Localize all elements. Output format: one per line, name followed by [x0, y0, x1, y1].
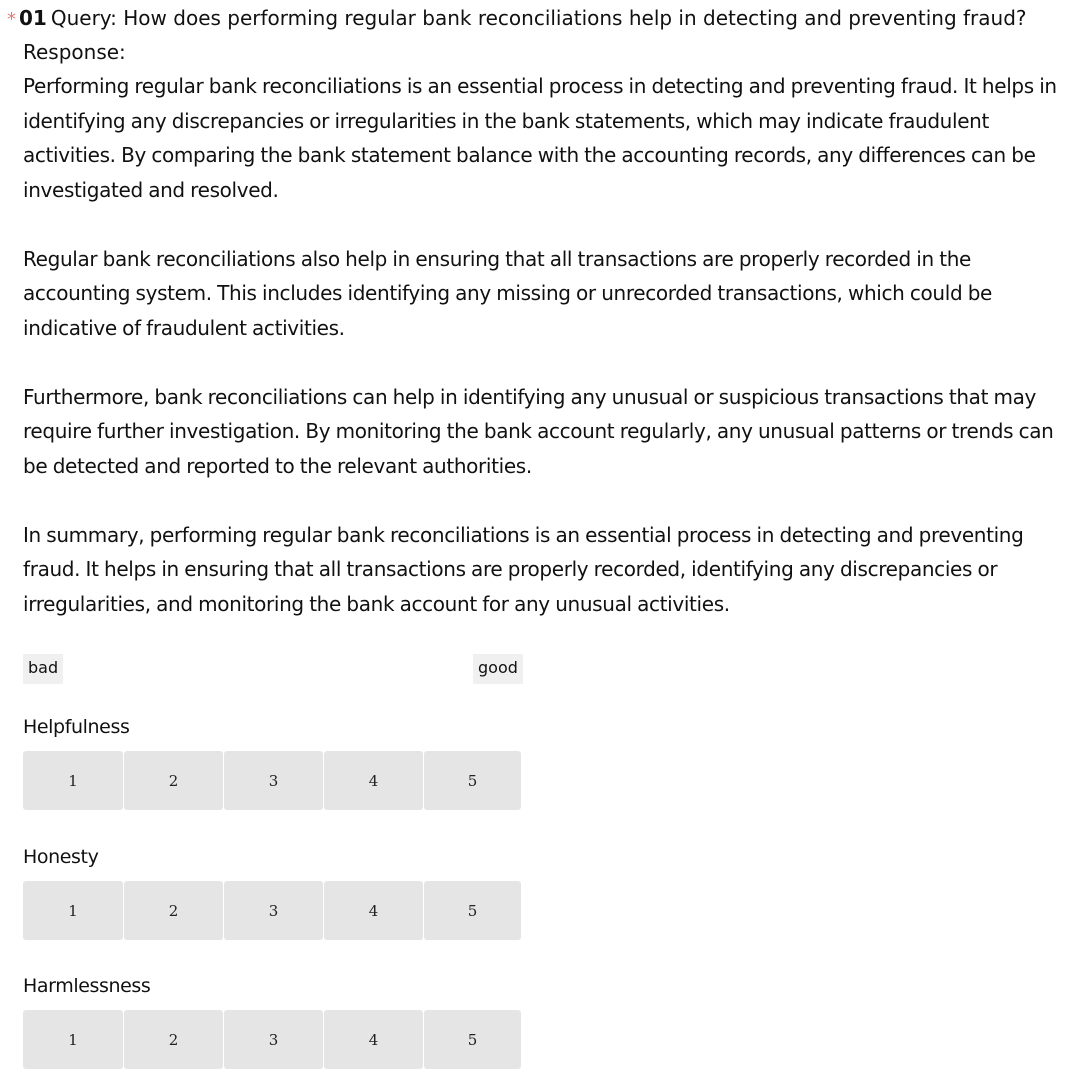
honesty-option-1[interactable]: 1 — [23, 881, 123, 940]
scale-low-label: bad — [23, 654, 63, 684]
rating-honesty — [23, 844, 521, 940]
question-header — [7, 4, 1027, 34]
helpfulness-option-2[interactable]: 2 — [124, 751, 223, 810]
rating-title: Helpfulness — [23, 716, 130, 738]
scale-high-label: good — [473, 654, 523, 684]
helpfulness-option-3[interactable]: 3 — [224, 751, 323, 810]
harmlessness-option-2[interactable]: 2 — [124, 1010, 223, 1069]
required-marker: * — [7, 9, 16, 30]
harmlessness-option-1[interactable]: 1 — [23, 1010, 123, 1069]
response-paragraph: Performing regular bank reconciliations is an essential process in detecting and preventing fraud. It helps in identifying any discrepancies or irregularities in the bank statements, which may indicate fraudulent activities. By comparing the bank statement balance with the accounting records, any differences can be investigated and resolved. — [23, 74, 1057, 202]
rating-title: Harmlessness — [23, 975, 151, 997]
response-paragraph: Furthermore, bank reconciliations can help in identifying any unusual or suspicious transactions that may require further investigation. By monitoring the bank account regularly, any unusual patterns or trends can be detected and reported to the relevant authorities. — [23, 384, 1054, 478]
question-number: 01 — [19, 6, 47, 30]
harmlessness-option-4[interactable]: 4 — [324, 1010, 423, 1069]
helpfulness-option-1[interactable]: 1 — [23, 751, 123, 810]
rating-options — [23, 881, 521, 940]
rating-helpfulness — [23, 714, 521, 810]
helpfulness-option-4[interactable]: 4 — [324, 751, 423, 810]
honesty-option-2[interactable]: 2 — [124, 881, 223, 940]
response-label: Response: — [23, 40, 126, 64]
query-text: Query: How does performing regular bank reconciliations help in detecting and preventing fraud? — [50, 6, 1027, 30]
rating-options — [23, 751, 521, 810]
honesty-option-5[interactable]: 5 — [424, 881, 521, 940]
rating-options — [23, 1010, 521, 1069]
response-paragraph: Regular bank reconciliations also help in ensuring that all transactions are properly recorded in the accounting system. This includes identifying any missing or unrecorded transactions, which could be indicative of fraudulent activities. — [23, 246, 992, 340]
response-paragraph: In summary, performing regular bank reconciliations is an essential process in detecting and preventing fraud. It helps in ensuring that all transactions are properly recorded, identifying any discrepancies or irregularities, and monitoring the bank account for any unusual activities. — [23, 522, 1024, 616]
rating-harmlessness — [23, 973, 521, 1069]
harmlessness-option-3[interactable]: 3 — [224, 1010, 323, 1069]
helpfulness-option-5[interactable]: 5 — [424, 751, 521, 810]
honesty-option-4[interactable]: 4 — [324, 881, 423, 940]
rating-title: Honesty — [23, 846, 99, 868]
honesty-option-3[interactable]: 3 — [224, 881, 323, 940]
harmlessness-option-5[interactable]: 5 — [424, 1010, 521, 1069]
response-body — [23, 69, 1058, 621]
